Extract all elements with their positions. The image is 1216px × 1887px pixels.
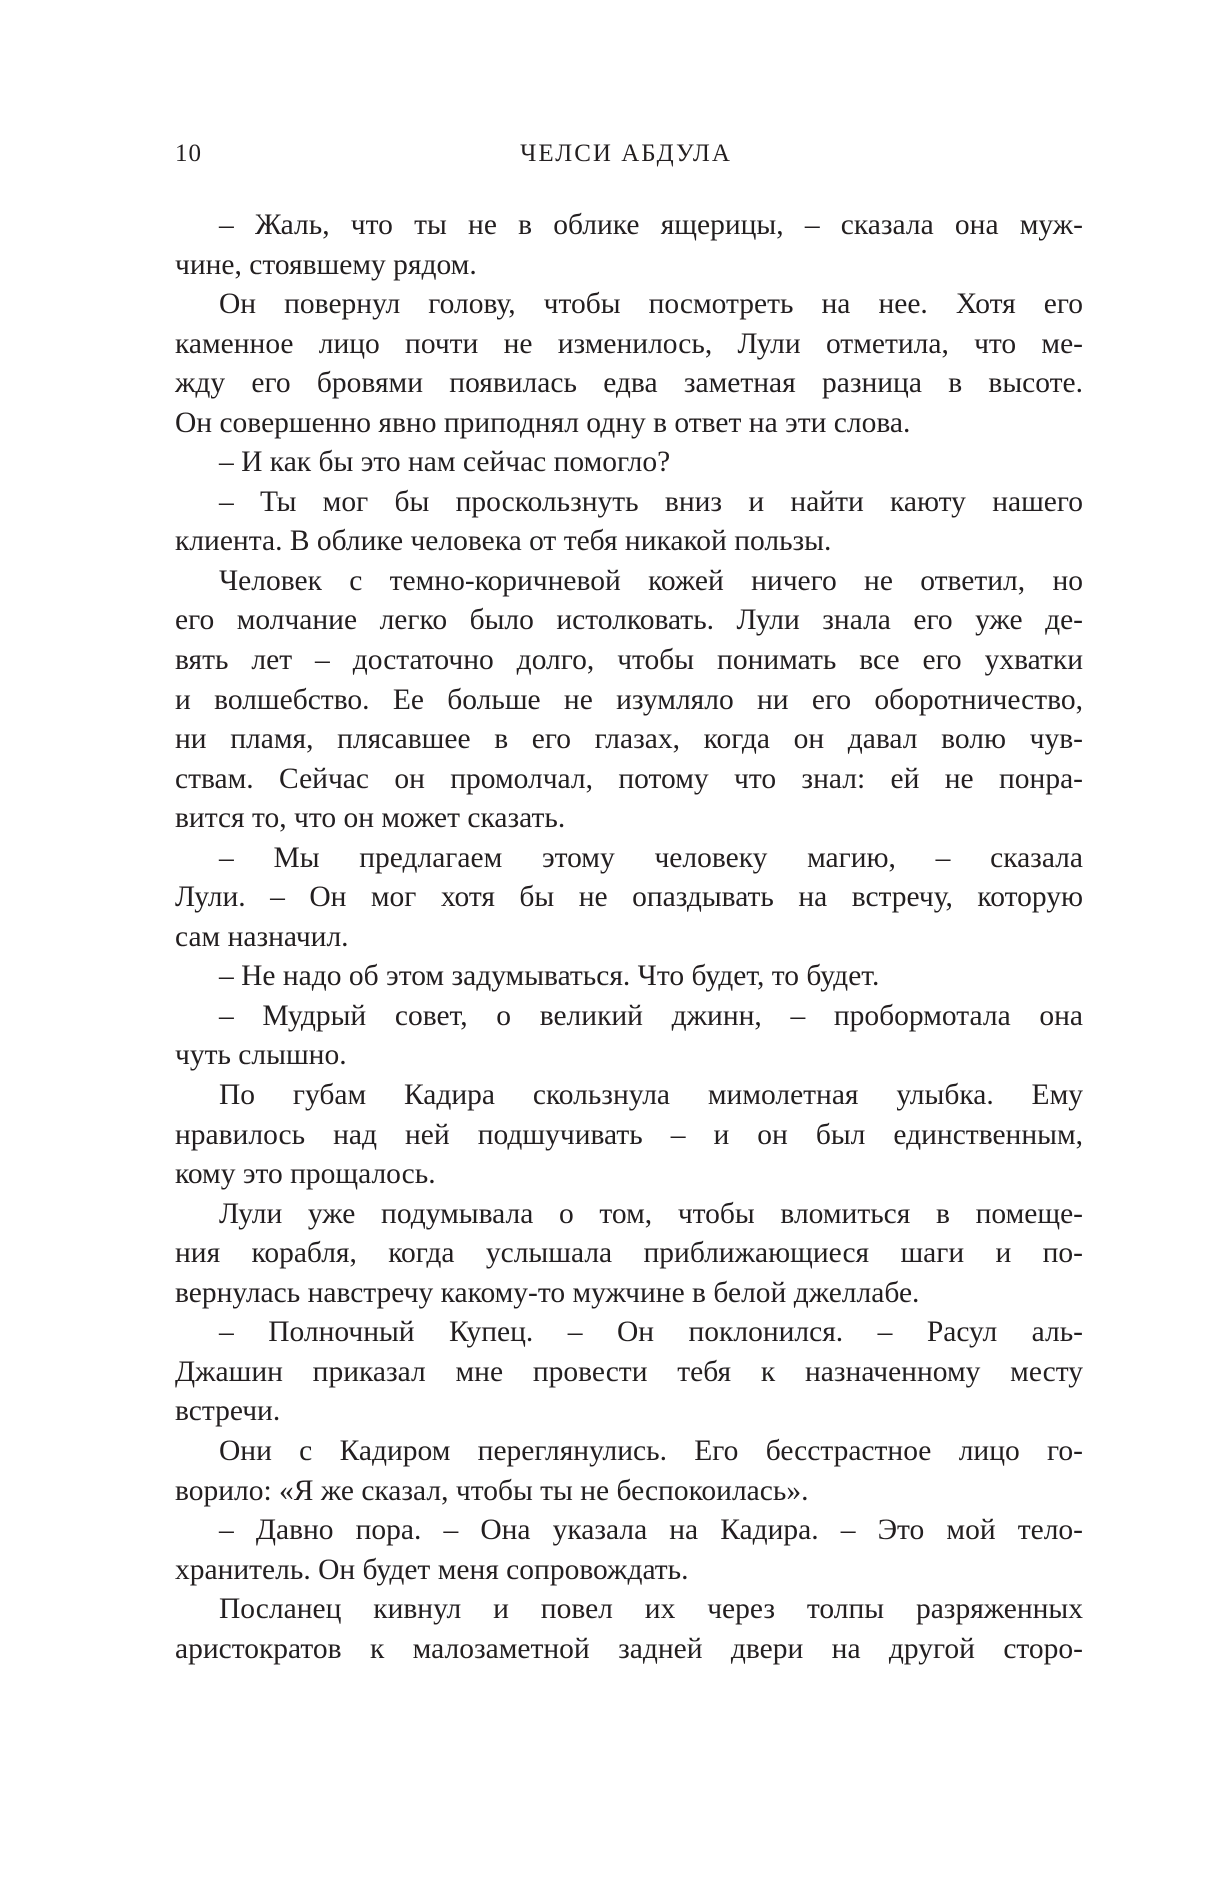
text-line: вится то, что он может сказать.	[175, 802, 566, 835]
text-line: ния корабля, когда услышала приближающиеся шаги и по-	[175, 1237, 1083, 1270]
text-line: Джашин приказал мне провести тебя к назначенному месту	[175, 1355, 1083, 1388]
text-line: Лули. – Он мог хотя бы не опаздывать на встречу, которую	[175, 881, 1083, 914]
text-line: – Ты мог бы проскользнуть вниз и найти каюту нашего	[219, 485, 1083, 518]
text-line: и волшебство. Ее больше не изумляло ни его оборотничество,	[175, 683, 1083, 716]
text-line: – Не надо об этом задумываться. Что будет, то будет.	[219, 960, 880, 993]
running-head: ЧЕЛСИ АБДУЛА	[520, 140, 732, 167]
paragraph	[175, 1590, 1083, 1669]
text-line: нравилось над ней подшучивать – и он был единственным,	[175, 1118, 1083, 1151]
text-line: ствам. Сейчас он промолчал, потому что знал: ей не понра-	[175, 762, 1083, 795]
paragraph	[175, 1313, 1083, 1432]
text-line: хранитель. Он будет меня сопровождать.	[175, 1553, 689, 1586]
text-line: – Полночный Купец. – Он поклонился. – Расул аль-	[219, 1316, 1083, 1349]
paragraph	[175, 1195, 1083, 1314]
text-line: аристократов к малозаметной задней двери на другой сторо-	[175, 1632, 1083, 1665]
text-line: Посланец кивнул и повел их через толпы разряженных	[219, 1593, 1083, 1626]
text-line: По губам Кадира скользнула мимолетная улыбка. Ему	[219, 1079, 1083, 1112]
text-line: вять лет – достаточно долго, чтобы понимать все его ухватки	[175, 644, 1083, 677]
text-line: Человек с темно-коричневой кожей ничего не ответил, но	[219, 564, 1083, 597]
text-line: – Мудрый совет, о великий джинн, – пробормотала она	[219, 999, 1083, 1032]
text-line: – Мы предлагаем этому человеку магию, – сказала	[219, 841, 1083, 874]
text-line: ворило: «Я же сказал, чтобы ты не беспокоилась».	[175, 1474, 809, 1507]
paragraph	[175, 1511, 1083, 1590]
text-line: Он совершенно явно приподнял одну в ответ на эти слова.	[175, 406, 911, 439]
paragraph	[175, 839, 1083, 958]
text-line: Лули уже подумывала о том, чтобы вломиться в помеще-	[219, 1197, 1083, 1230]
text-line: – Давно пора. – Она указала на Кадира. – Это мой тело-	[219, 1514, 1083, 1547]
paragraph	[175, 285, 1083, 443]
text-line: вернулась навстречу какому-то мужчине в белой джеллабе.	[175, 1276, 920, 1309]
paragraph	[175, 997, 1083, 1076]
paragraph	[175, 1432, 1083, 1511]
text-line: Они с Кадиром переглянулись. Его бесстрастное лицо го-	[219, 1434, 1083, 1467]
paragraph	[175, 1076, 1083, 1195]
paragraph	[175, 443, 1083, 483]
text-line: его молчание легко было истолковать. Лули знала его уже де-	[175, 604, 1083, 637]
paragraph	[175, 206, 1083, 285]
text-line: чуть слышно.	[175, 1039, 347, 1072]
text-line: встречи.	[175, 1395, 281, 1428]
paragraph	[175, 562, 1083, 839]
text-line: клиента. В облике человека от тебя никакой пользы.	[175, 525, 832, 558]
text-line: чине, стоявшему рядом.	[175, 248, 477, 281]
body-text	[175, 206, 1083, 1669]
text-line: ни пламя, плясавшее в его глазах, когда он давал волю чув-	[175, 723, 1083, 756]
page-number: 10	[175, 140, 202, 167]
page-header	[175, 140, 1077, 170]
text-line: сам назначил.	[175, 920, 349, 953]
text-line: Он повернул голову, чтобы посмотреть на нее. Хотя его	[219, 288, 1083, 321]
paragraph	[175, 957, 1083, 997]
paragraph	[175, 483, 1083, 562]
text-line: жду его бровями появилась едва заметная разница в высоте.	[175, 367, 1083, 400]
text-line: – И как бы это нам сейчас помогло?	[219, 446, 671, 479]
text-line: каменное лицо почти не изменилось, Лули отметила, что ме-	[175, 327, 1083, 360]
text-line: – Жаль, что ты не в облике ящерицы, – сказала она муж-	[219, 209, 1083, 241]
text-line: кому это прощалось.	[175, 1158, 436, 1191]
